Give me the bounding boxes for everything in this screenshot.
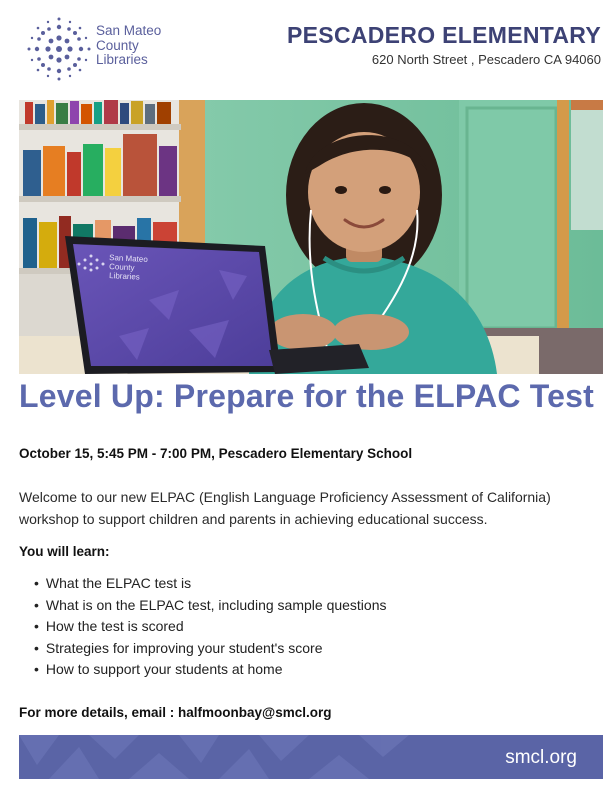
contact-line: For more details, email : halfmoonbay@smcl.org bbox=[19, 705, 332, 720]
learn-heading: You will learn: bbox=[19, 544, 110, 559]
flyer-header bbox=[0, 0, 611, 100]
intro-paragraph: Welcome to our new ELPAC (English Language Proficiency Assessment of California) workshop to support children and parents in achieving educational success. bbox=[19, 489, 551, 527]
laptop-logo-text: San Mateo bbox=[108, 253, 149, 265]
footer-bar bbox=[19, 735, 603, 779]
event-date-location: October 15, 5:45 PM - 7:00 PM, Pescadero Elementary School bbox=[19, 446, 413, 461]
school-name: PESCADERO ELEMENTARY bbox=[287, 22, 601, 48]
library-logo-icon bbox=[24, 14, 94, 84]
list-item: • Strategies for improving your student's score bbox=[34, 638, 387, 660]
list-item: • How to support your students at home bbox=[34, 659, 387, 681]
laptop-logo-text: Libraries bbox=[108, 271, 141, 282]
library-name-line: Libraries bbox=[96, 52, 148, 67]
hero-photo bbox=[19, 100, 603, 374]
list-item: • How the test is scored bbox=[34, 616, 387, 638]
school-address: 620 North Street , Pescadero CA 94060 bbox=[371, 52, 601, 67]
library-name bbox=[96, 24, 161, 68]
laptop-logo-text: County bbox=[108, 262, 135, 273]
event-title: Level Up: Prepare for the ELPAC Test bbox=[19, 378, 595, 414]
list-item: • What the ELPAC test is bbox=[34, 573, 387, 595]
footer-website: smcl.org bbox=[505, 747, 577, 768]
list-item: • What is on the ELPAC test, including sample questions bbox=[34, 595, 387, 617]
learn-list bbox=[34, 573, 387, 681]
library-name-line: County bbox=[96, 37, 139, 53]
library-name-line: San Mateo bbox=[96, 23, 162, 38]
hero-photo-illustration bbox=[19, 100, 603, 374]
